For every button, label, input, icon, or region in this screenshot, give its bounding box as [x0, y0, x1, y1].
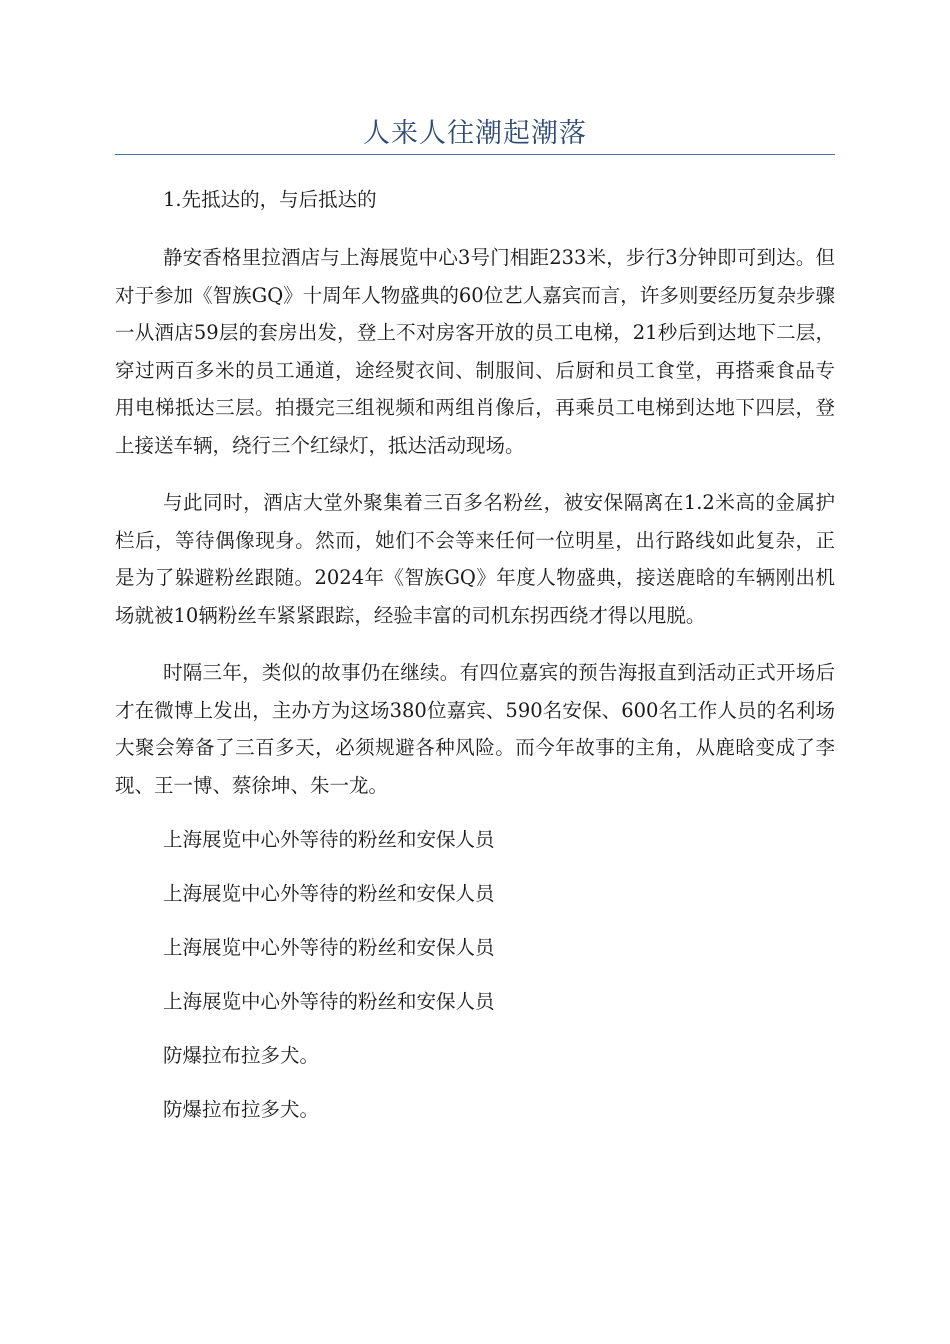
image-caption: 上海展览中心外等待的粉丝和安保人员: [163, 990, 495, 1013]
image-caption: 防爆拉布拉多犬。: [163, 1044, 320, 1067]
title-underline: [115, 154, 835, 155]
section-heading: 1.先抵达的，与后抵达的: [163, 188, 377, 211]
image-caption: 防爆拉布拉多犬。: [163, 1098, 320, 1121]
paragraph-1: 静安香格里拉酒店与上海展览中心3号门相距233米，步行3分钟即可到达。但对于参加《智族GQ》十周年人物盛典的60位艺人嘉宾而言，许多则要经历复杂步骤一从酒店59层的套房出发，登上不对房客开放的员工电梯，21秒后到达地下二层，穿过两百多米的员工通道，途经熨衣间、制服间、后厨和员工食堂，再搭乘食品专用电梯抵达三层。拍摄完三组视频和两组肖像后，再乘员工电梯到达地下四层，登上接送车辆，绕行三个红绿灯，抵达活动现场。: [115, 246, 835, 457]
document-title: 人来人往潮起潮落: [363, 118, 587, 149]
paragraph-2: 与此同时，酒店大堂外聚集着三百多名粉丝，被安保隔离在1.2米高的金属护栏后，等待偶像现身。然而，她们不会等来任何一位明星，出行路线如此复杂，正是为了躲避粉丝跟随。2024年《智族GQ》年度人物盛典，接送鹿晗的车辆刚出机场就被10辆粉丝车紧紧跟踪，经验丰富的司机东拐西绕才得以甩脱。: [115, 491, 835, 627]
image-caption: 上海展览中心外等待的粉丝和安保人员: [163, 936, 495, 959]
document-page: [115, 0, 835, 1128]
paragraph-3: 时隔三年，类似的故事仍在继续。有四位嘉宾的预告海报直到活动正式开场后才在微博上发出，主办方为这场380位嘉宾、590名安保、600名工作人员的名利场大聚会筹备了三百多天，必须规避各种风险。而今年故事的主角，从鹿晗变成了李现、王一博、蔡徐坤、朱一龙。: [115, 661, 835, 797]
image-caption: 上海展览中心外等待的粉丝和安保人员: [163, 828, 495, 851]
image-caption: 上海展览中心外等待的粉丝和安保人员: [163, 882, 495, 905]
